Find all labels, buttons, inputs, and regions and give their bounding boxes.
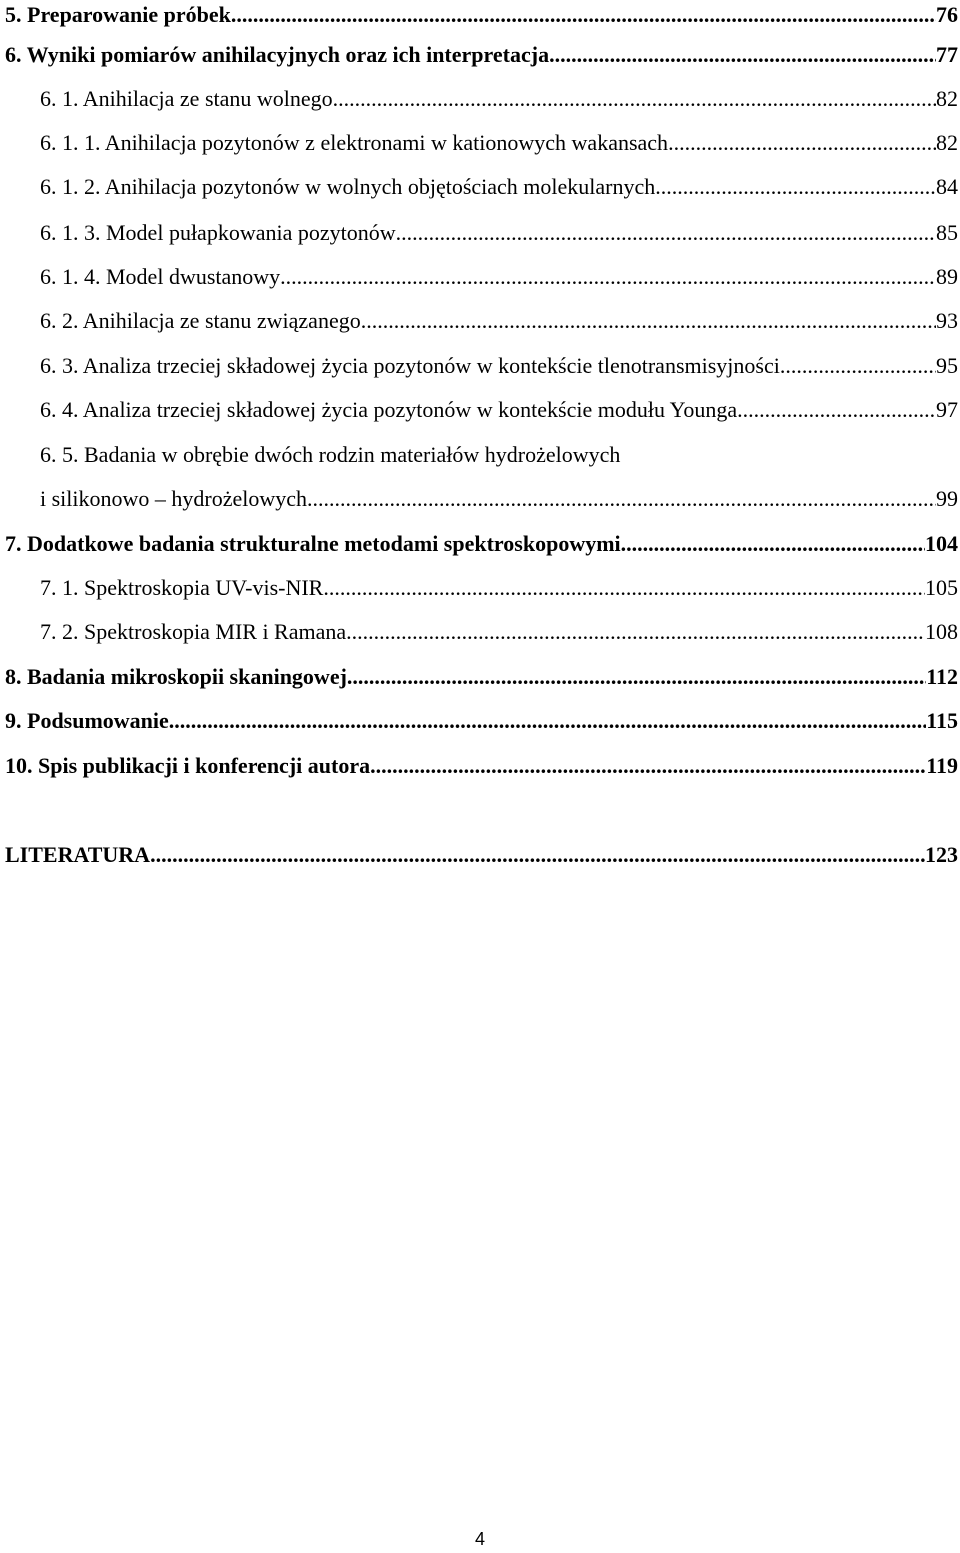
toc-entry-page: 105: [925, 575, 958, 600]
dot-leader: [323, 573, 925, 603]
toc-entry: [40, 573, 958, 603]
toc-entry: [40, 306, 958, 336]
dot-leader: [655, 172, 936, 202]
dot-leader: [307, 484, 936, 514]
dot-leader: [280, 262, 936, 292]
toc-entry: [5, 40, 958, 70]
toc-entry-page: 77: [936, 42, 958, 67]
toc-entry: [40, 351, 958, 381]
dot-leader: [169, 706, 926, 736]
toc-entry-page: 104: [925, 531, 958, 556]
toc-entry-page: 108: [925, 619, 958, 644]
toc-entry-page: 112: [926, 664, 958, 689]
toc-entry-title: 6. 1. 1. Anihilacja pozytonów z elektronami w kationowych wakansach: [40, 130, 669, 155]
dot-leader: [549, 40, 936, 70]
toc-entry-page: 84: [936, 174, 958, 199]
toc-entry-title: 6. 1. 3. Model pułapkowania pozytonów: [40, 220, 396, 245]
toc-entry: [40, 617, 958, 647]
toc-entry: [5, 706, 958, 736]
dot-leader: [396, 218, 936, 248]
toc-entry-title: 7. 1. Spektroskopia UV-vis-NIR: [40, 575, 324, 600]
dot-leader: [347, 662, 926, 692]
dot-leader: [370, 751, 926, 781]
toc-entry-page: 115: [926, 708, 958, 733]
toc-entry-page: 93: [936, 308, 958, 333]
page-number: 4: [474, 1529, 485, 1549]
dot-leader: [780, 351, 936, 381]
toc-entry-title: 6. 3. Analiza trzeciej składowej życia pozytonów w kontekście tlenotransmisyjności: [40, 353, 780, 378]
toc-entry-page: 82: [936, 86, 958, 111]
toc-entry-title: 6. 1. 2. Anihilacja pozytonów w wolnych objętościach molekularnych: [40, 174, 656, 199]
toc-entry-title: 8. Badania mikroskopii skaningowej: [5, 664, 347, 689]
toc-entry: [5, 529, 958, 559]
toc-entry-title: 5. Preparowanie próbek: [5, 2, 231, 27]
dot-leader: [231, 0, 936, 30]
toc-entry-page: 123: [925, 842, 958, 867]
toc-entry: [40, 218, 958, 248]
toc-entry-title: 7. Dodatkowe badania strukturalne metodami spektroskopowymi: [5, 531, 621, 556]
dot-leader: [150, 840, 925, 870]
toc-entry-title: 6. 4. Analiza trzeciej składowej życia pozytonów w kontekście modułu Younga: [40, 397, 738, 422]
toc-entry-title-line1: 6. 5. Badania w obrębie dwóch rodzin materiałów hydrożelowych: [40, 442, 621, 467]
toc-entry-title: 6. Wyniki pomiarów anihilacyjnych oraz ich interpretacja: [5, 42, 550, 67]
toc-entry-title: LITERATURA: [5, 842, 151, 867]
toc-entry: [5, 662, 958, 692]
toc-entry-page: 97: [936, 397, 958, 422]
toc-entry: [5, 0, 958, 30]
toc-entry-title: i silikonowo – hydrożelowych: [40, 486, 308, 511]
dot-leader: [361, 306, 936, 336]
toc-entry: [40, 395, 958, 425]
dot-leader: [668, 128, 936, 158]
toc-entry-page: 85: [936, 220, 958, 245]
toc-entry: [40, 128, 958, 158]
toc-entry-page: 76: [936, 2, 958, 27]
toc-entry-title: 6. 1. 4. Model dwustanowy: [40, 264, 281, 289]
toc-entry: [5, 751, 958, 781]
toc-entry-title: 6. 1. Anihilacja ze stanu wolnego: [40, 86, 333, 111]
toc-entry-page: 82: [936, 130, 958, 155]
toc-entry-title: 9. Podsumowanie: [5, 708, 169, 733]
dot-leader: [621, 529, 925, 559]
dot-leader: [737, 395, 936, 425]
toc-entry: [40, 262, 958, 292]
toc-entry-page: 119: [926, 753, 958, 778]
toc-entry: [40, 84, 958, 114]
toc-entry-page: 99: [936, 486, 958, 511]
toc-entry-title: 6. 2. Anihilacja ze stanu związanego: [40, 308, 361, 333]
dot-leader: [346, 617, 925, 647]
toc-entry: [40, 172, 958, 202]
toc-entry-page: 95: [936, 353, 958, 378]
toc-entry: [40, 484, 958, 514]
toc-entry-title: 10. Spis publikacji i konferencji autora: [5, 753, 371, 778]
toc-entry-page: 89: [936, 264, 958, 289]
toc-entry-title: 7. 2. Spektroskopia MIR i Ramana: [40, 619, 347, 644]
dot-leader: [333, 84, 936, 114]
toc-entry-literatura: [5, 840, 958, 870]
